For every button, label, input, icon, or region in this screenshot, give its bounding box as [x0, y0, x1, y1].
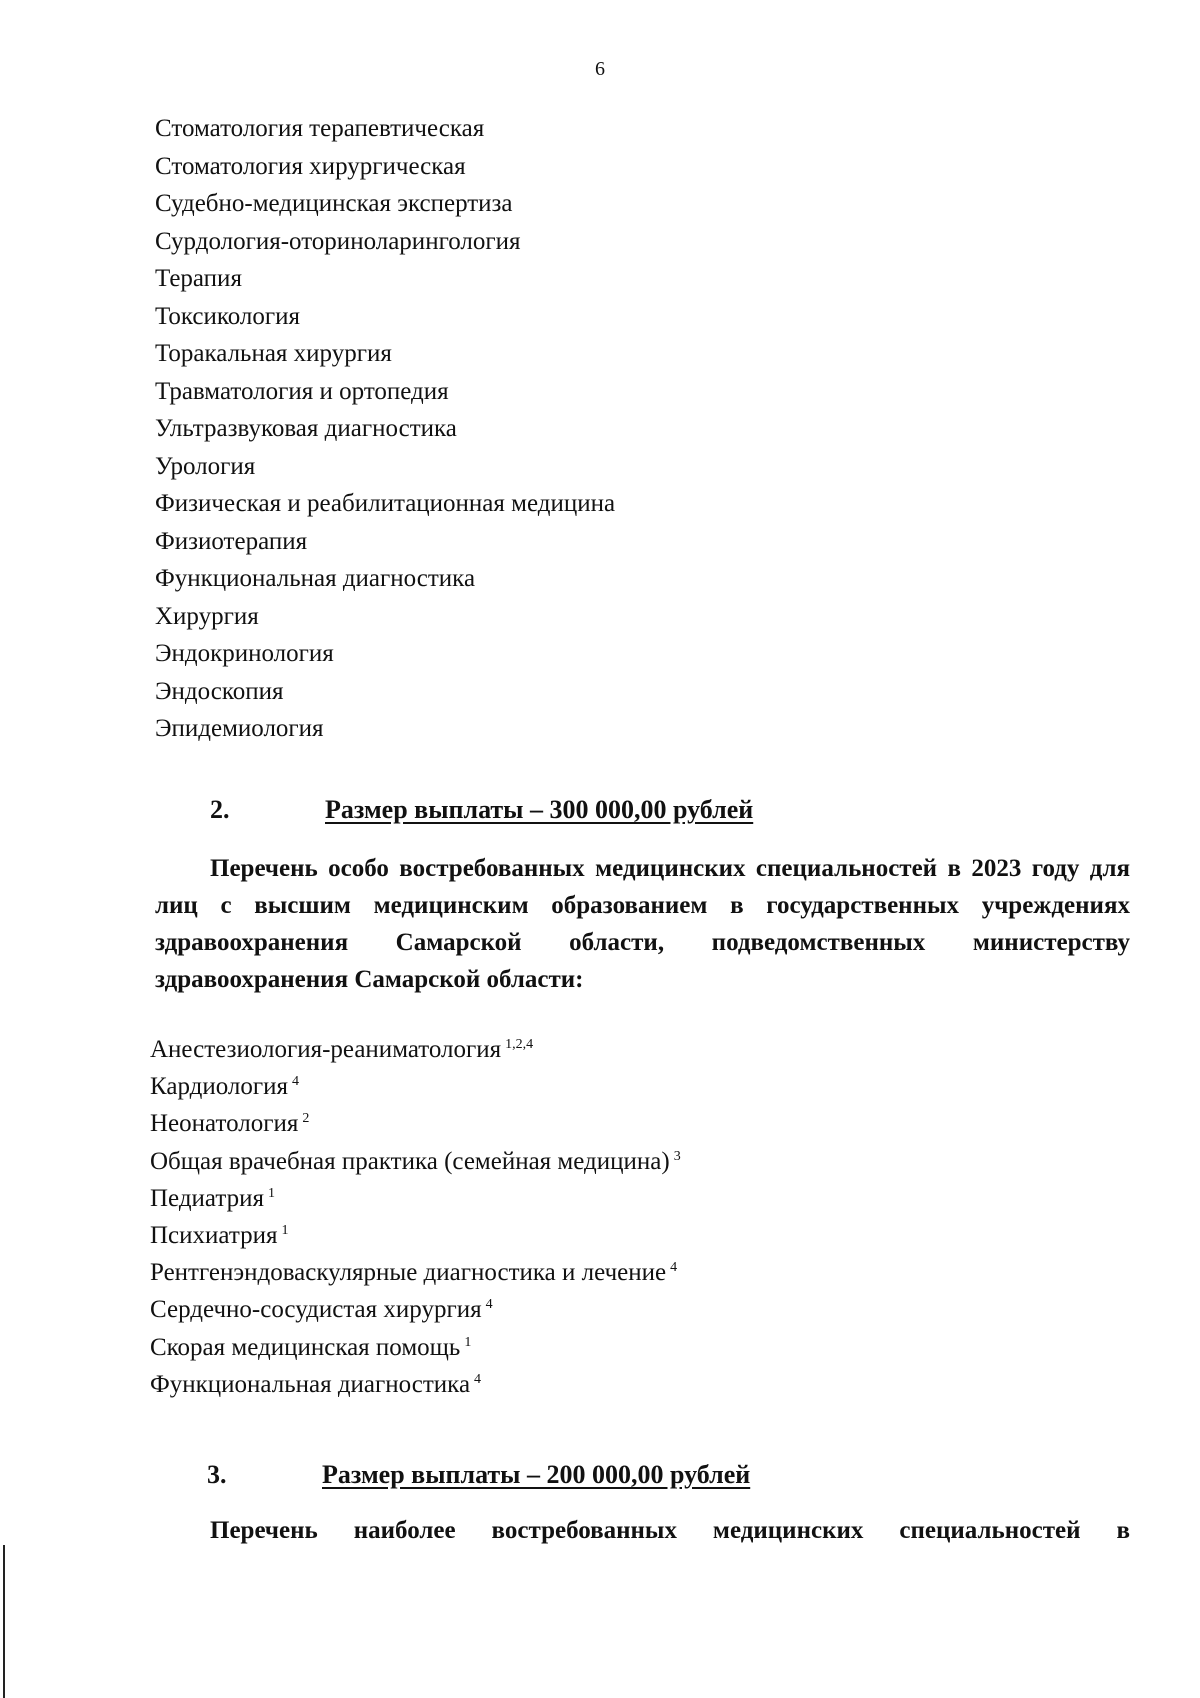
list-item: Функциональная диагностика	[155, 565, 476, 592]
list-item	[150, 1291, 681, 1328]
item-text: Неонатология	[150, 1110, 299, 1138]
section-3-description: Перечень наиболее востребованных медицинских специальностей в	[210, 1517, 1130, 1544]
list-item: Торакальная хирургия	[155, 340, 392, 367]
list-item	[150, 1329, 681, 1366]
list-item: Судебно-медицинская экспертиза	[155, 190, 513, 217]
footnote-marker: 3	[673, 1148, 681, 1164]
section-number: 3.	[207, 1460, 227, 1489]
list-item: Токсикология	[155, 302, 301, 330]
footnote-marker: 2	[302, 1111, 310, 1127]
list-item: Эндоскопия	[155, 677, 284, 705]
list-item: Терапия	[155, 265, 242, 292]
list-item	[150, 1105, 681, 1142]
section-title: Размер выплаты – 300 000,00 рублей	[325, 795, 754, 824]
list-item: Хирургия	[155, 602, 259, 630]
footnote-marker: 1	[281, 1222, 289, 1238]
list-item: Стоматология терапевтическая	[155, 115, 485, 142]
footnote-marker: 1	[267, 1185, 275, 1201]
list-item: Урология	[155, 452, 256, 480]
list-item	[150, 1031, 681, 1068]
item-text: Рентгенэндоваскулярные диагностика и лечение	[150, 1259, 667, 1287]
list-item	[150, 1180, 681, 1217]
footnote-marker: 1,2,4	[505, 1037, 534, 1052]
item-text: Кардиология	[150, 1073, 288, 1101]
footnote-marker: 4	[292, 1074, 299, 1090]
list-item: Физическая и реабилитационная медицина	[155, 490, 616, 517]
list-item: Физиотерапия	[155, 527, 308, 555]
list-item: Эпидемиология	[155, 715, 324, 742]
list-item: Травматология и ортопедия	[155, 377, 449, 405]
list-item	[150, 1366, 681, 1403]
list-item	[150, 1143, 681, 1180]
specialty-list-300000	[150, 1031, 681, 1403]
page-number: 6	[595, 58, 605, 80]
section-number: 2.	[210, 795, 230, 824]
item-text: Педиатрия	[150, 1184, 264, 1212]
footnote-marker: 4	[474, 1371, 482, 1387]
section-title: Размер выплаты – 200 000,00 рублей	[322, 1460, 751, 1489]
list-item	[150, 1254, 681, 1291]
item-text: Сердечно-сосудистая хирургия	[150, 1296, 482, 1324]
footnote-marker: 4	[670, 1260, 678, 1276]
footnote-marker: 4	[485, 1297, 493, 1313]
item-text: Общая врачебная практика (семейная медицина)	[150, 1147, 670, 1175]
item-text: Функциональная диагностика	[150, 1370, 471, 1398]
list-item: Эндокринология	[155, 640, 334, 667]
specialty-list-continued	[155, 110, 615, 748]
section-2-description: Перечень особо востребованных медицинских специальностей в 2023 году для лиц с высшим медицинским образованием в государственных учреждениях здравоохранения Самарской области, подведомственных министерству здравоохранения Самарской области:	[155, 855, 1130, 993]
list-item: Сурдология-оториноларингология	[155, 227, 521, 255]
item-text: Скорая медицинская помощь	[150, 1333, 461, 1361]
item-text: Психиатрия	[150, 1221, 278, 1249]
item-text: Анестезиология-реаниматология	[150, 1036, 502, 1063]
list-item	[150, 1068, 681, 1105]
footnote-marker: 1	[464, 1334, 472, 1350]
list-item: Стоматология хирургическая	[155, 152, 466, 180]
list-item: Ультразвуковая диагностика	[155, 415, 457, 442]
scan-edge-line	[3, 1545, 5, 1698]
list-item	[150, 1217, 681, 1254]
